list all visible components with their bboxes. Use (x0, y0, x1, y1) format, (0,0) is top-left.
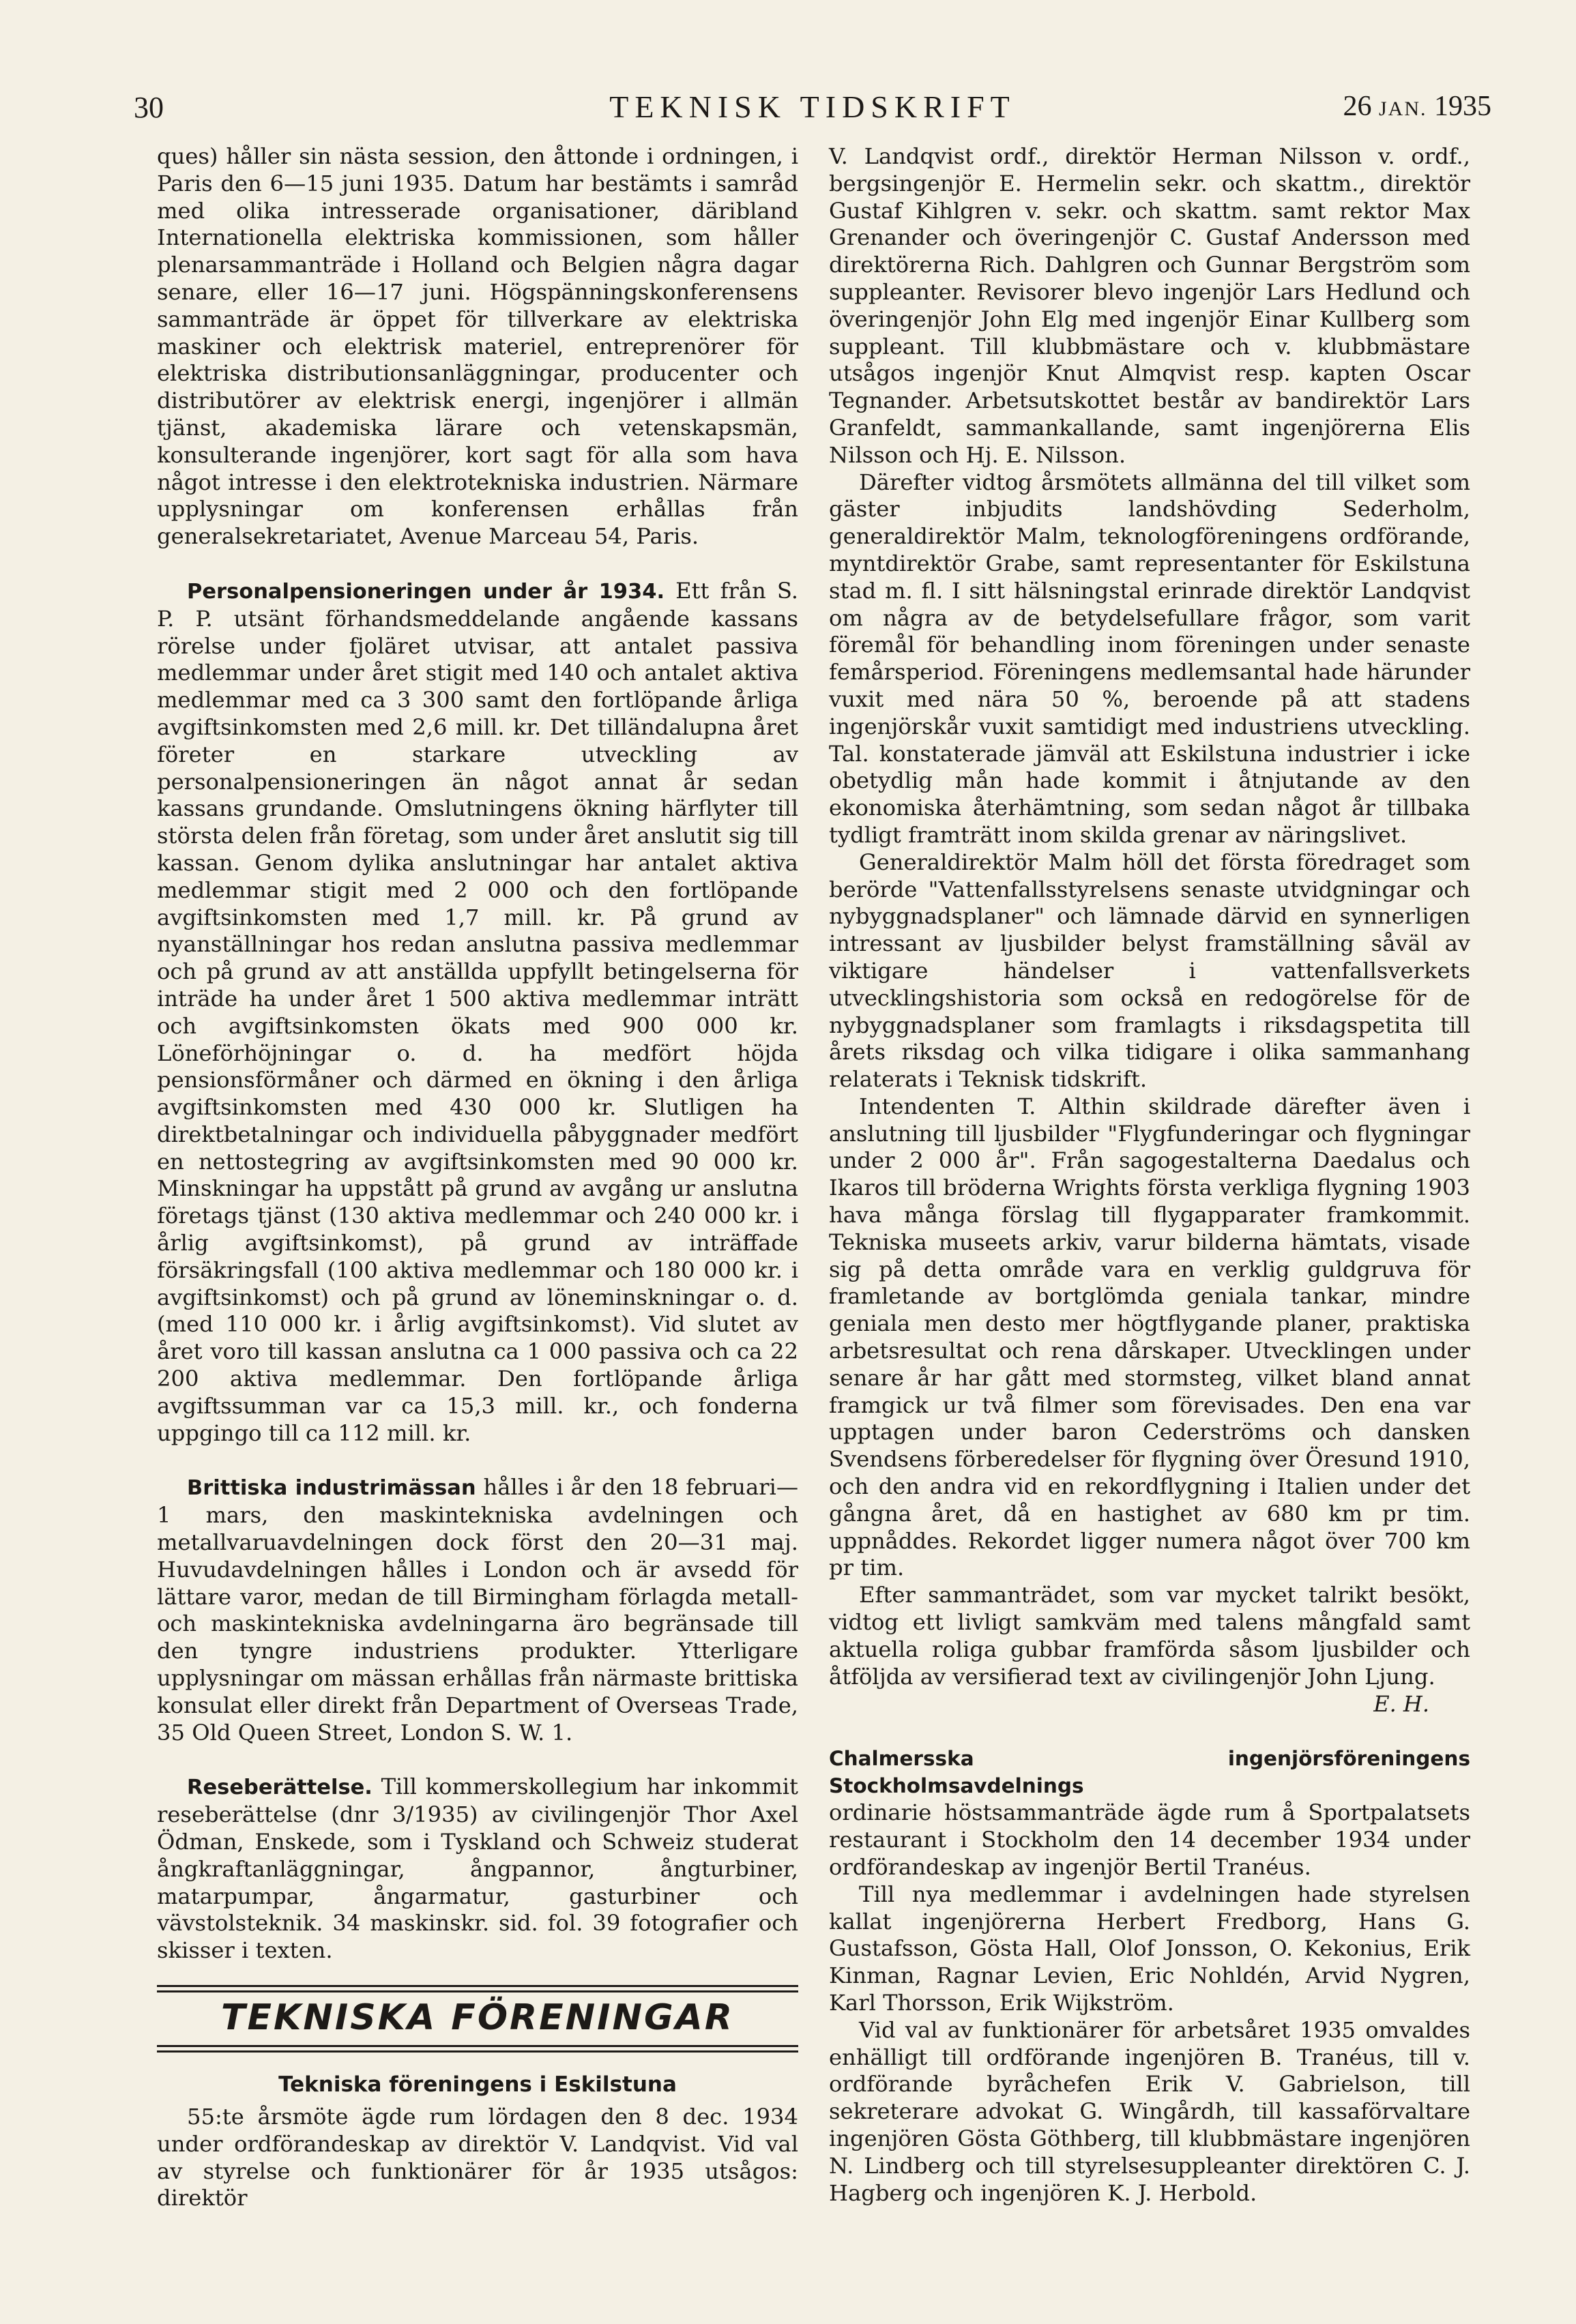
fair-heading: Brittiska industrimässan (187, 1476, 476, 1501)
right-column (829, 143, 1470, 2207)
author-signature: E. H. (1373, 1691, 1429, 1718)
travel-report-heading: Reseberättelse. (187, 1776, 373, 1800)
pension-body: Ett från S. P. P. utsänt förhandsmeddelande angående kassans rörelse under fjoläret utvisar, att antalet passiva medlemmar under året stigit med 140 och antalet aktiva medlemmar med ca 3 300 samt den fortlöpande årliga avgiftsinkomsten med 2,6 mill. kr. Det tilländalupna året företer en starkare utveckling av personalpensioneringen än något annat år sedan kassans grundande. Omslutningens ökning härflyter till största delen från företag, som under året anslutit sig till kassan. Genom dylika anslutningar har antalet aktiva medlemmar stigit med 2 000 och den fortlöpande avgiftsinkomsten med 1,7 mill. kr. På grund av nyanställningar hos redan anslutna passiva medlemmar och på grund av att anställda uppfyllt betingelserna för inträde ha under året 1 500 aktiva medlemmar inträtt och avgiftsinkomsten ökats med 900 000 kr. Löneförhöjningar o. d. ha medfört höjda pensionsförmåner och därmed en ökning i den årliga avgiftsinkomsten med 430 000 kr. Slutligen ha direktbetalningar och individuella påbyggnader medfört en nettostegring av avgiftsinkomsten med 90 000 kr. Minskningar ha uppstått på grund av avgång ur anslutna företags tjänst (130 aktiva medlemmar och 240 000 kr. i årlig avgiftsinkomst), på grund av inträffade försäkringsfall (100 aktiva medlemmar och 180 000 kr. i avgiftsinkomst) och på grund av löneminskningar o. d. (med 110 000 kr. i årlig avgiftsinkomst). Vid slutet av året voro till kassan anslutna ca 1 000 passiva och ca 22 200 aktiva medlemmar. Den fortlöpande årliga avgiftssumman var ca 15,3 mill. kr., och fonderna uppgingo till ca 112 mill. kr. (157, 577, 798, 1446)
section-banner (157, 1985, 798, 2053)
issue-date (1343, 90, 1491, 123)
althin-lecture-paragraph: Intendenten T. Althin skildrade därefter även i anslutning till ljusbilder "Flygfunderingar och flygningar under 2 000 år". Från sagogestalterna Daedalus och Ikaros till bröderna Wrights första verkliga flygning 1903 hava många förslag till flygapparater framkommit. Tekniska museets arkiv, varur bilderna hämtats, visade sig på detta område vara en verklig guldgruva för framletande av bortglömda geniala tankar, mindre geniala men desto mer högtflygande planer, praktiska arbetsresultat och rena dårskaper. Utvecklingen under senare år har gått med stormsteg, vilket bland annat framgick ur två filmer som förevisades. Den ena var upptagen under baron Cederströms och dansken Svendsens förberedelser för flygning över Öresund 1910, och den andra vid en rekordflygning i Italien under det gångna året, då en hastighet av 680 km pr tim. uppnåddes. Rekordet ligger numera något över 700 km pr tim. (829, 1093, 1470, 1581)
travel-report-body: Till kommerskollegium har inkommit reseberättelse (dnr 3/1935) av civilingenjör Thor Axel Ödman, Enskede, som i Tyskland och Schweiz studerat ångkraftanläggningar, ångpannor, ångturbiner, matarpumpar, ångarmatur, gasturbiner och vävstolsteknik. 34 maskinskr. sid. fol. 39 fotografier och skisser i texten. (157, 1774, 798, 1964)
eskilstuna-body: 55:te årsmöte ägde rum lördagen den 8 dec. 1934 under ordförandeskap av direktör V. Landqvist. Vid val av styrelse och funktionärer för år 1935 utsågos: direktör (157, 2104, 798, 2211)
date-month: JAN. (1378, 98, 1427, 120)
pension-section (157, 578, 798, 1447)
left-column (157, 143, 798, 2212)
fair-body: hålles i år den 18 februari—1 mars, den maskintekniska avdelningen och metallvaruavdelningen dock först den 20—31 maj. Huvudavdelningen hålles i London och är avsedd för lättare varor, medan de till Birmingham förlagda metall- och maskintekniska avdelningarna äro begränsade till den tyngre industriens produkter. Ytterligare upplysningar om mässan erhållas från närmaste brittiska konsulat eller direkt från Department of Overseas Trade, 35 Old Queen Street, London S. W. 1. (157, 1474, 799, 1746)
journal-title: TEKNISK TIDSKRIFT (609, 89, 1016, 124)
date-year: 1935 (1434, 91, 1491, 122)
malm-lecture-paragraph: Generaldirektör Malm höll det första föredraget som berörde "Vattenfallsstyrelsens senaste utvidgningar och nybyggnadsplaner" och lämnade därvid en synnerligen intressant av ljusbilder belyst framställning såväl av viktigare händelser i vattenfallsverkets utvecklingshistoria som också en redogörelse för de nybyggnadsplaner som framlagts i riksdagspetita till årets riksdag och vilka tidigare i olika sammanhang relaterats i Teknisk tidskrift. (829, 849, 1470, 1093)
conference-paragraph: ques) håller sin nästa session, den åttonde i ordningen, i Paris den 6—15 juni 1935. Datum har bestämts i samråd med olika intresserade organisationer, däribland Internationella elektriska kommissionen, som håller plenarsammanträde i Holland och Belgien några dagar senare, eller 16—17 juni. Högspänningskonferensens sammanträde är öppet för tillverkare av elektriska maskiner och elektrisk materiel, entreprenörer för elektriska distributionsanläggningar, producenter och distributörer av elektrisk energi, ingenjörer i allmän tjänst, akademiska lärare och vetenskapsmän, konsulterande ingenjörer, kort sagt för alla som hava något intresse i den elektrotekniska industrien. Närmare upplysningar om konferensen erhållas från generalsekretariatet, Avenue Marceau 54, Paris. (157, 143, 798, 550)
chalmers-paragraph-3: Vid val av funktionärer för arbetsåret 1935 omvaldes enhälligt till ordförande ingenjören B. Tranéus, till v. ordförande byråchefen Erik V. Gabrielson, till sekreterare advokat G. Wingårdh, till kassaförvaltare ingenjören Gösta Göthberg, till klubbmästare ingenjören N. Lindberg och till styrelsesuppleanter direktören C. J. Hagberg och ingenjören K. J. Herbold. (829, 2016, 1470, 2206)
page-number: 30 (134, 91, 164, 124)
fair-section (157, 1474, 798, 1746)
travel-report-section (157, 1774, 798, 1965)
page-header (134, 82, 1491, 136)
meeting-paragraph: Därefter vidtog årsmötets allmänna del till vilket som gäster inbjudits landshövding Sederholm, generaldirektör Malm, teknologföreningens ordförande, myntdirektör Grabe, samt representanter för Eskilstuna stad m. fl. I sitt hälsningstal erinrade direktör Landqvist om några av de betydelsefullare frågor, som varit föremål för behandling inom föreningen under senaste femårsperiod. Föreningens medlemsantal hade härunder vuxit med nära 50 %, beroende på att stadens ingenjörskår vuxit samtidigt med industriens utveckling. Tal. konstaterade jämväl att Eskilstuna industrier i icke obetydlig mån hade kommit i åtnjutande av den ekonomiska återhämtning, som sedan något år tillbaka tydligt framträtt inom skilda grenar av näringslivet. (829, 469, 1470, 848)
eskilstuna-heading: Tekniska föreningens i Eskilstuna (278, 2072, 677, 2097)
board-paragraph: V. Landqvist ordf., direktör Herman Nilsson v. ordf., bergsingenjör E. Hermelin sekr. och skattm., direktör Gustaf Kihlgren v. sekr. och skattm. samt rektor Max Grenander och överingenjör C. Gustaf Andersson med direktörerna Rich. Dahlgren och Gunnar Bergström som suppleanter. Revisorer blevo ingenjör Lars Hedlund och överingenjör John Elg med ingenjör Einar Kullberg som suppleant. Till klubbmästare och v. klubbmästare utsågos ingenjör Knut Almqvist resp. kapten Oscar Tegnander. Arbetsutskottet består av bandirektör Lars Granfeldt, sammankallande, samt ingenjörerna Elis Nilsson och Hj. E. Nilsson. (829, 143, 1470, 468)
section-banner-title: TEKNISKA FÖRENINGAR (221, 1997, 734, 2038)
date-day: 26 (1343, 91, 1372, 122)
chalmers-paragraph-1: ordinarie höstsammanträde ägde rum å Sportpalatsets restaurant i Stockholm den 14 december 1934 under ordförandeskap av ingenjör Bertil Tranéus. (829, 1799, 1470, 1881)
chalmers-paragraph-2: Till nya medlemmar i avdelningen hade styrelsen kallat ingenjörerna Herbert Fredborg, Hans G. Gustafsson, Gösta Hall, Olof Jonsson, O. Kekonius, Erik Kinman, Ragnar Levien, Eric Nohldén, Arvid Nygren, Karl Thorsson, Erik Wijkström. (829, 1881, 1470, 2016)
social-paragraph: Efter sammanträdet, som var mycket talrikt besökt, vidtog ett livligt samkväm med talens mångfald samt aktuella roliga gubbar framförda såsom ljusbilder och åtföljda av versifierad text av civilingenjör John Ljung. (829, 1582, 1470, 1690)
pension-heading: Personalpensioneringen under år 1934. (187, 579, 665, 604)
chalmers-heading: Chalmersska ingenjörsföreningens Stockholmsavdelnings (829, 1747, 1470, 1798)
